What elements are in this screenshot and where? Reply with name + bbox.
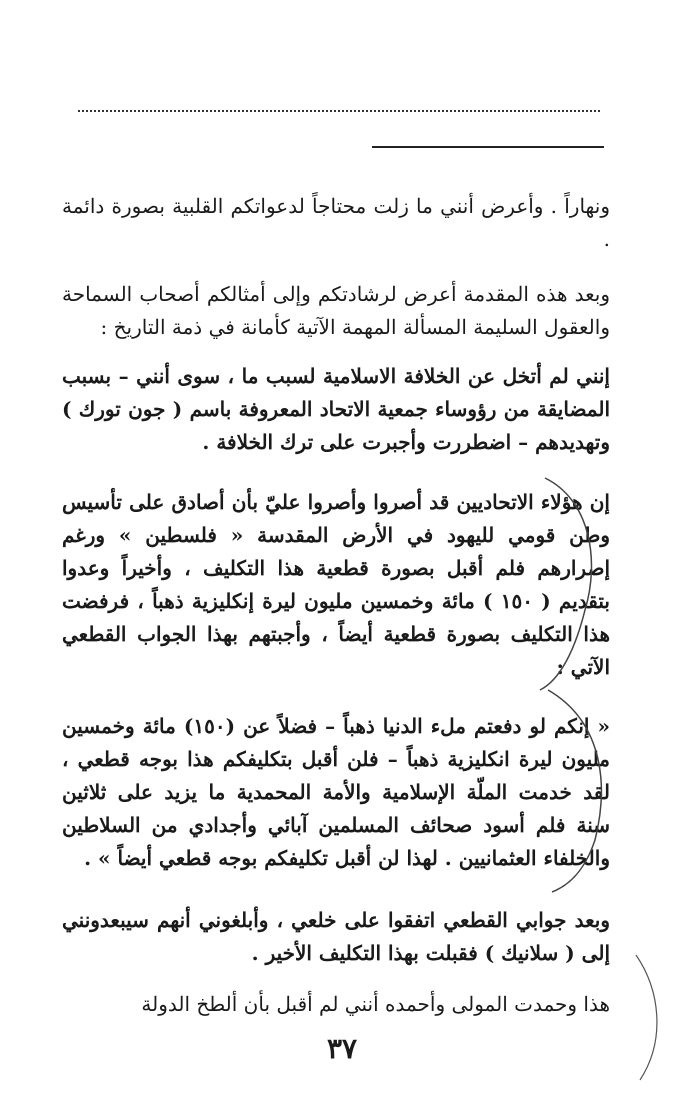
paragraph-6: وبعد جوابي القطعي اتفقوا على خلعي ، وأبلغوني أنهم سيبعدونني إلى ( سلانيك ) فقبلت بهذا التكليف الأخير .: [62, 908, 611, 965]
paragraph-1: ونهاراً . وأعرض أنني ما زلت محتاجاً لدعواتكم القلبية بصورة دائمة .: [62, 194, 610, 251]
paragraph-2: وبعد هذه المقدمة أعرض لرشادتكم وإلى أمثالكم أصحاب السماحة والعقول السليمة المسألة المهمة الآتية كأمانة في ذمة التاريخ :: [62, 282, 610, 339]
paragraph-7: هذا وحمدت المولى وأحمده أنني لم أقبل بأن ألطخ الدولة: [141, 992, 610, 1016]
paragraph-4: إن هؤلاء الاتحاديين قد أصروا وأصروا عليّ بأن أصادق على تأسيس وطن قومي لليهود في الأرض المقدسة « فلسطين » ورغم إصرارهم فلم أقبل بصورة قطعية هذا التكليف ، وأخيراً وعدوا بتقديم ( ١٥٠ ) مائة وخمسين مليون ليرة إنكليزية ذهباً ، فرفضت هذا التكليف بصورة قطعية أيضاً ، وأجبتهم بهذا الجواب القطعي الآتي :: [62, 490, 610, 679]
paragraph-5-quote: « إنكم لو دفعتم ملء الدنيا ذهباً – فضلاً عن (١٥٠) مائة وخمسين مليون ليرة انكليزية ذهباً – فلن أقبل بتكليفكم هذا بوجه قطعي ، لقد خدمت الملّة الإسلامية والأمة المحمدية ما يزيد على ثلاثين سنة فلم أسود صحائف المسلمين آبائي وأجدادي من السلاطين والخلفاء العثمانيين . لهذا لن أقبل تكليفكم بوجه قطعي أيضاً » .: [62, 714, 610, 870]
dotted-separator: [78, 110, 600, 112]
page-number: ٣٧: [326, 1032, 358, 1065]
paragraph-3: إنني لم أتخل عن الخلافة الاسلامية لسبب ما ، سوى أنني – بسبب المضايقة من رؤوساء جمعية الاتحاد المعروفة باسم ( جون تورك ) وتهديدهم – اضطررت وأجبرت على ترك الخلافة .: [62, 364, 610, 454]
solid-separator: [372, 146, 604, 148]
